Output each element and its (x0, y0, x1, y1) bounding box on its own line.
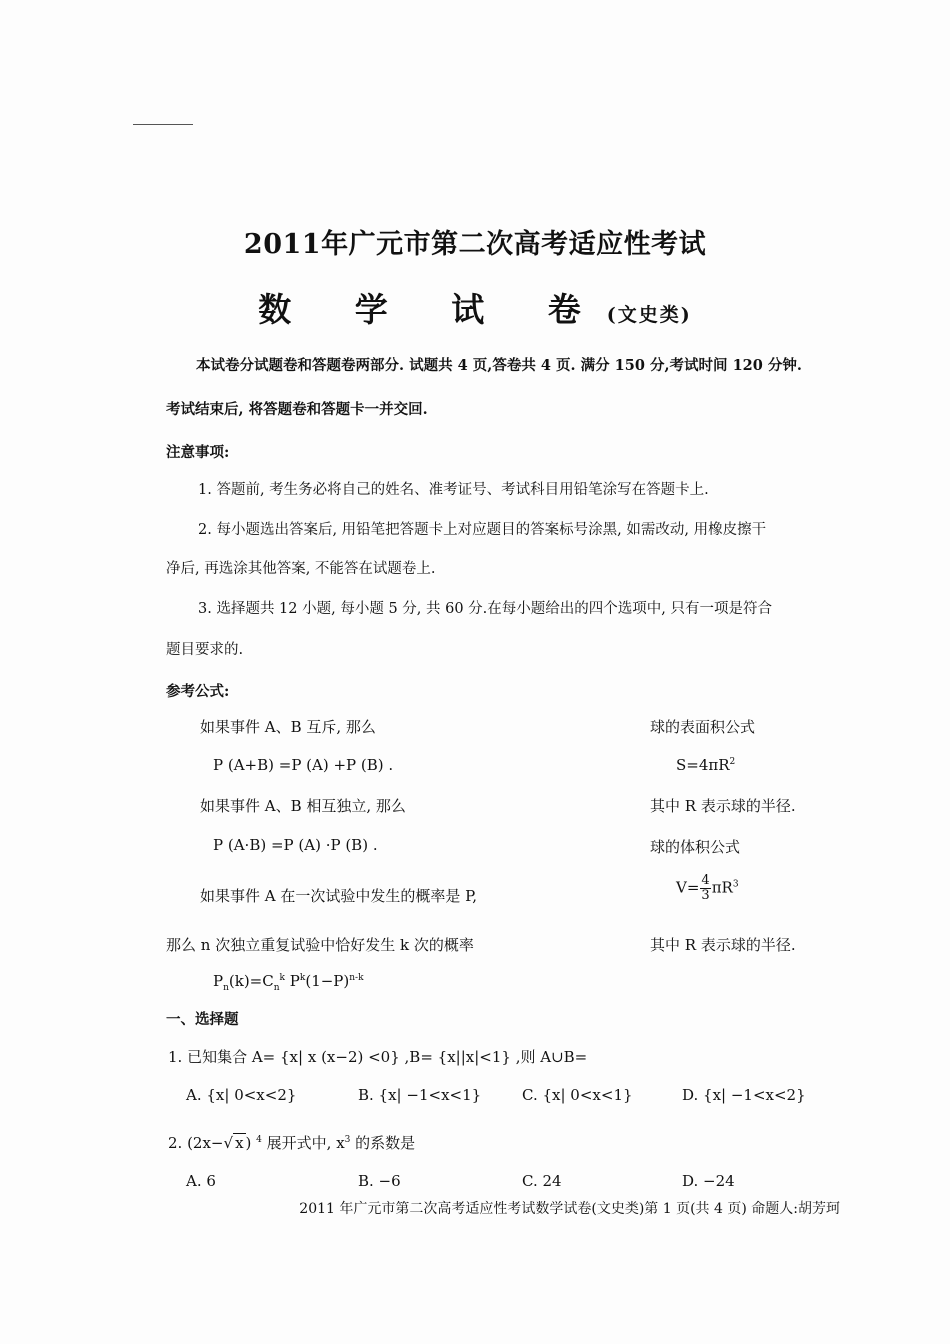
bernoulli-formula: $P_n(k)=C_n^k$ $P^k(1-P)^{n-k}$ (213, 972, 364, 993)
note-2-line-1: 2. 每小题选出答案后, 用铅笔把答题卡上对应题目的答案标号涂黑, 如需改动, 用橡皮擦干 (198, 522, 767, 538)
question-2-option-c: C. 24 (522, 1172, 562, 1190)
sphere-volume-heading: 球的体积公式 (650, 838, 741, 856)
subject-name: 数 学 试 卷 (258, 290, 607, 329)
formulas-heading: 参考公式: (166, 683, 230, 700)
sphere-radius-note-2: 其中 R 表示球的半径. (650, 936, 796, 954)
question-2-option-b: B. −6 (358, 1172, 401, 1190)
note-3-line-1: 3. 选择题共 12 小题, 每小题 5 分, 共 60 分.在每小题给出的四个选项中, 只有一项是符合 (198, 601, 772, 617)
question-2-option-d: D. −24 (682, 1172, 735, 1190)
formula-line-3: 如果事件 A、B 相互独立, 那么 (200, 797, 406, 815)
exam-subject-title (0, 284, 950, 331)
volume-fraction: $\frac{4}{3}$ (701, 873, 710, 903)
sphere-surface-heading: 球的表面积公式 (650, 718, 756, 736)
formula-line-5: 如果事件 A 在一次试验中发生的概率是 P, (200, 887, 477, 905)
formula-line-1: 如果事件 A、B 互斥, 那么 (200, 718, 376, 736)
intro-line-2: 考试结束后, 将答题卷和答题卡一并交回. (166, 401, 428, 418)
formula-line-2: P (A+B) =P (A) +P (B) . (213, 756, 394, 774)
subject-category: (文史类) (606, 304, 692, 326)
notes-heading: 注意事项: (166, 444, 230, 461)
question-2-stem: 2. (2x−√ x ) $^4$ 展开式中, $x^3$ 的系数是 (168, 1134, 416, 1152)
formula-line-4: P (A·B) =P (A) ·P (B) . (213, 836, 378, 854)
scan-artifact-line (133, 124, 193, 125)
question-1-option-d: D. {x| −1<x<2} (682, 1086, 806, 1104)
sphere-surface-formula: $S=4\pi R^2$ (676, 756, 736, 774)
question-2-option-a: A. 6 (186, 1172, 216, 1190)
note-1: 1. 答题前, 考生务必将自己的姓名、准考证号、考试科目用铅笔涂写在答题卡上. (198, 482, 709, 498)
sphere-radius-note-1: 其中 R 表示球的半径. (650, 797, 796, 815)
question-1-option-b: B. {x| −1<x<1} (358, 1086, 482, 1104)
question-1-stem: 1. 已知集合 A= {x| x (x−2) <0} ,B= {x||x|<1} ,则 A∪B= (168, 1048, 588, 1066)
section-heading-choice: 一、选择题 (166, 1011, 239, 1028)
question-1-option-a: A. {x| 0<x<2} (186, 1086, 297, 1104)
exam-title: 2011年广元市第二次高考适应性考试 (243, 229, 707, 260)
question-1-option-c: C. {x| 0<x<1} (522, 1086, 633, 1104)
intro-line-1: 本试卷分试题卷和答题卷两部分. 试题共 4 页,答卷共 4 页. 满分 150 分,考试时间 120 分钟. (196, 357, 802, 374)
sphere-volume-formula: V= $\frac{4}{3}$ $\pi R^3$ (676, 873, 739, 903)
note-2-line-2: 净后, 再选涂其他答案, 不能答在试题卷上. (166, 561, 436, 577)
note-3-line-2: 题目要求的. (166, 642, 244, 658)
formula-line-6: 那么 n 次独立重复试验中恰好发生 k 次的概率 (166, 936, 474, 954)
page-footer: 2011 年广元市第二次高考适应性考试数学试卷(文史类)第 1 页(共 4 页) 命题人:胡芳珂 (299, 1201, 840, 1217)
